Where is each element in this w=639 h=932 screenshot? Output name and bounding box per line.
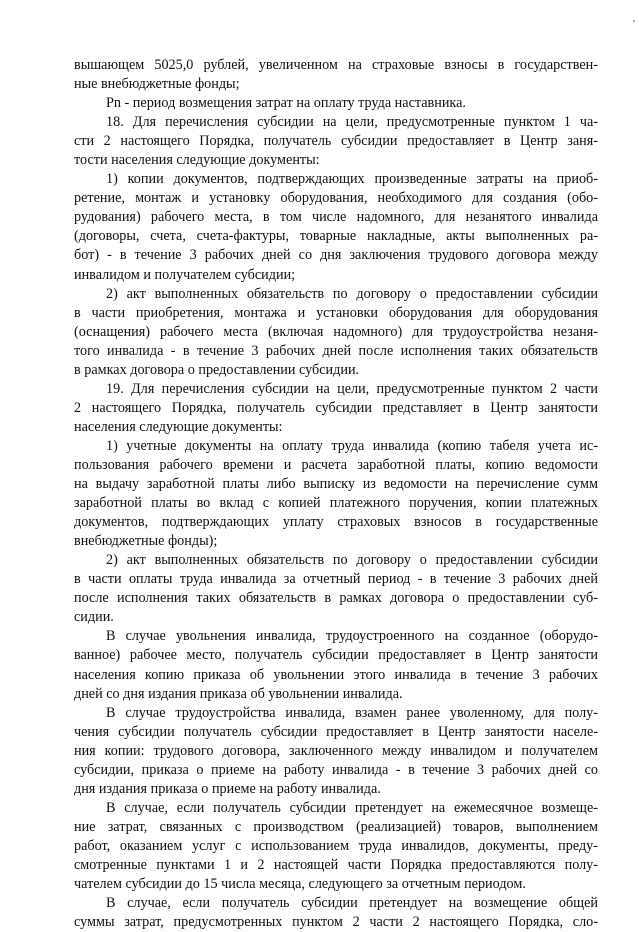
text-line: внебюджетные фонды);: [74, 533, 218, 550]
text-line: инвалидом и получателем субсидии;: [74, 266, 296, 283]
text-line: после исполнения таких обязательств в рамках договора о предоставлении суб-: [74, 590, 598, 607]
text-line: суммы затрат, предусмотренных пунктом 2 части 2 настоящего Порядка, сло-: [74, 914, 598, 931]
text-line: заработной платы во вклад с копией платежного поручения, копии платежных: [74, 495, 598, 512]
text-line: ние затрат, связанных с производством (реализацией) товаров, выполнением: [74, 818, 598, 835]
text-line: в части приобретения, монтажа и установки оборудования для оборудования: [74, 304, 598, 321]
text-line: чателем субсидии до 15 числа месяца, следующего за отчетным периодом.: [74, 876, 526, 893]
text-line: в части оплаты труда инвалида за отчетный период - в течение 3 рабочих дней: [74, 571, 598, 588]
text-line: 2 настоящего Порядка, получатель субсидии представляет в Центр занятости: [74, 399, 598, 416]
text-line: рудования) рабочего места, в том числе надомного, для незанятого инвалида: [74, 209, 598, 226]
document-body: [74, 56, 598, 932]
text-line: (оснащения) рабочего места (включая надомного) для трудоустройства незаня-: [74, 323, 598, 340]
text-line: субсидии, приказа о приеме на работу инвалида - в течение 3 рабочих дней со: [74, 761, 598, 778]
text-line: бот) - в течение 3 рабочих дней со дня заключения трудового договора между: [74, 247, 598, 264]
text-line: 19. Для перечисления субсидии на цели, предусмотренные пунктом 2 части: [106, 380, 598, 397]
text-line: (договоры, счета, счета-фактуры, товарные накладные, акты выполненных ра-: [74, 228, 598, 245]
text-line: тости населения следующие документы:: [74, 152, 320, 169]
text-line: В случае, если получатель субсидии претендует на возмещение общей: [106, 895, 598, 912]
text-line: чения субсидии получатель субсидии предоставляет в Центр занятости населе-: [74, 723, 598, 740]
text-line: Pn - период возмещения затрат на оплату труда наставника.: [106, 95, 466, 112]
text-line: того инвалида - в течение 3 рабочих дней после исполнения таких обязательств: [74, 342, 598, 359]
text-line: пользования рабочего времени и расчета заработной платы, копию ведомости: [74, 456, 598, 473]
text-line: дня издания приказа о приеме на работу инвалида.: [74, 780, 381, 797]
text-line: ретение, монтаж и установку оборудования, необходимого для создания (обо-: [74, 190, 598, 207]
text-line: ные внебюджетные фонды;: [74, 76, 240, 93]
scan-speck: [633, 20, 635, 22]
text-line: 2) акт выполненных обязательств по договору о предоставлении субсидии: [106, 552, 598, 569]
text-line: дней со дня издания приказа об увольнении инвалида.: [74, 685, 403, 702]
text-line: населения копию приказа об увольнении этого инвалида в течение 3 рабочих: [74, 666, 598, 683]
text-line: вышающем 5025,0 рублей, увеличенном на страховые взносы в государствен-: [74, 57, 598, 73]
text-line: 1) копии документов, подтверждающих произведенные затраты на приоб-: [106, 171, 598, 188]
text-line: В случае трудоустройства инвалида, взамен ранее уволенному, для полу-: [106, 704, 598, 721]
text-line: В случае, если получатель субсидии претендует на ежемесячное возмеще-: [106, 799, 598, 816]
text-line: В случае увольнения инвалида, трудоустроенного на созданное (оборудо-: [106, 628, 598, 645]
text-line: в рамках договора о предоставлении субсидии.: [74, 361, 360, 378]
text-line: населения следующие документы:: [74, 418, 283, 435]
text-line: ния копии: трудового договора, заключенного между инвалидом и получателем: [74, 742, 598, 759]
text-line: смотренные пунктами 1 и 2 настоящей части Порядка предоставляются полу-: [74, 856, 598, 873]
text-line: документов, подтверждающих уплату страховых взносов в государственные: [74, 514, 598, 531]
text-line: сидии.: [74, 609, 114, 626]
text-line: сти 2 настоящего Порядка, получатель субсидии предоставляет в Центр заня-: [74, 133, 598, 150]
text-line: 1) учетные документы на оплату труда инвалида (копию табеля учета ис-: [106, 437, 598, 454]
text-line: работ, оказанием услуг с использованием труда инвалидов, документы, преду-: [74, 837, 598, 854]
text-line: 2) акт выполненных обязательств по договору о предоставлении субсидии: [106, 285, 598, 302]
text-line: на выдачу заработной платы либо выписку из ведомости на перечисление сумм: [74, 476, 598, 493]
text-line: ванное) рабочее место, получатель субсидии предоставляет в Центр занятости: [74, 647, 598, 664]
text-line: 18. Для перечисления субсидии на цели, предусмотренные пунктом 1 ча-: [106, 114, 598, 131]
